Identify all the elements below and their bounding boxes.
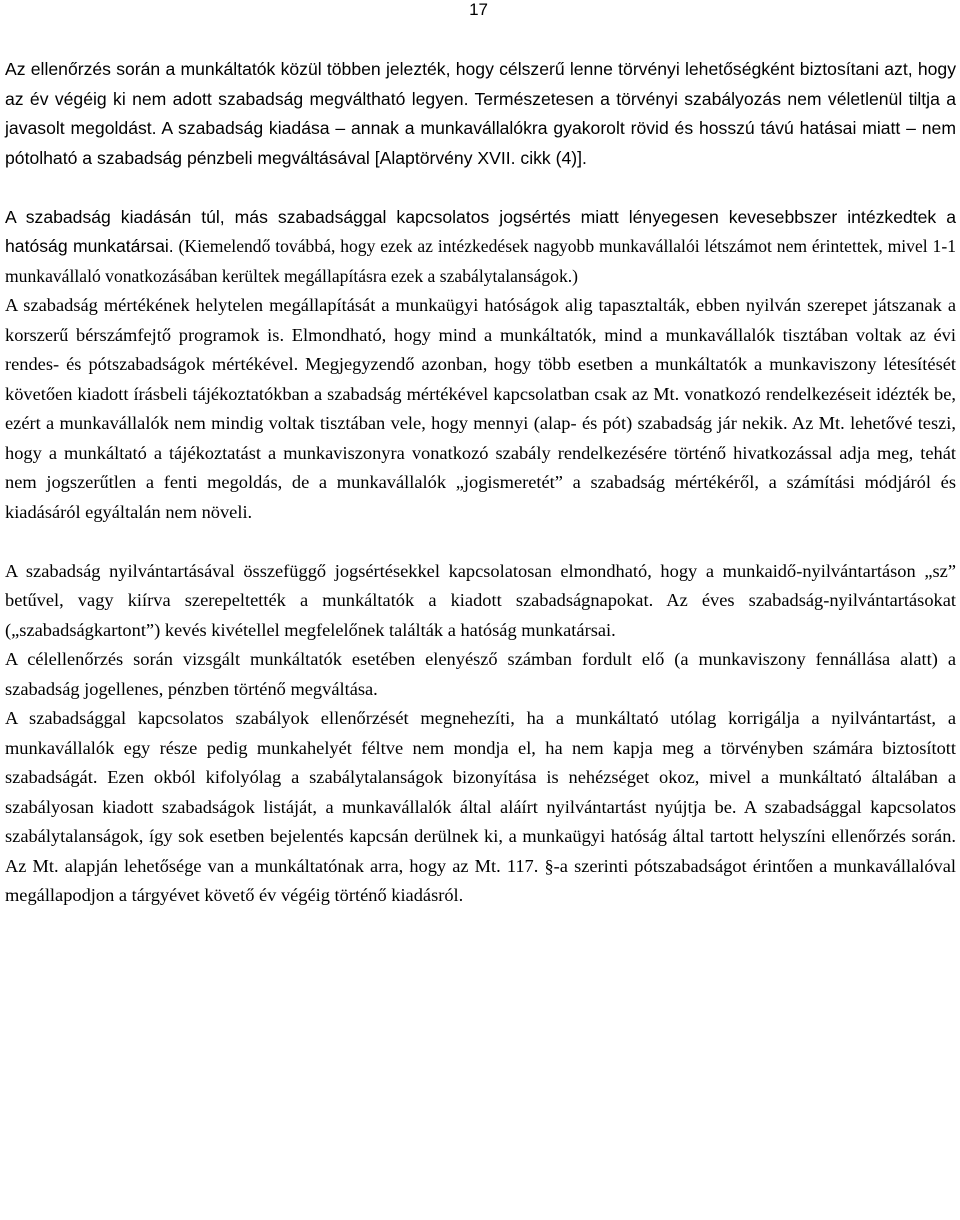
paragraph-inspection-difficulty: A szabadsággal kapcsolatos szabályok ellenőrzését megnehezíti, ha a munkáltató utólag korrigálja a nyilvántartást, a munkavállalók egy része pedig munkahelyét féltve nem mondja el, ha nem kapja meg a törvényben számára biztosított szabadságát. Ezen okból kifolyólag a szabálytalanságok bizonyítása is nehézséget okoz, mivel a munkáltató általában a szabályosan kiadott szabadságok listáját, a munkavállalók által aláírt nyilvántartást nyújtja be. A szabadsággal kapcsolatos szabálytalanságok, így sok esetben bejelentés kapcsán derülnek ki, a munkaügyi hatóság által tartott helyszíni ellenőrzés során. Az Mt. alapján lehetősége van a munkáltatónak arra, hogy az Mt. 117. §-a szerinti pótszabadságot érintően a munkavállalóval megállapodjon a tárgyévet követő év végéig történő kiadásról. [5,708,956,905]
paragraph-other-violations-note: (Kiemelendő továbbá, hogy ezek az intézkedések nagyobb munkavállalói létszámot nem érintettek, mivel 1-1 munkavállaló vonatkozásában kerültek megállapításra ezek a szabálytalanságok.) [5,236,956,286]
paragraph-other-violations [5,203,956,292]
paragraph-leave-redemption: Az ellenőrzés során a munkáltatók közül többen jelezték, hogy célszerű lenne törvényi lehetőségként biztosítani azt, hogy az év végéig ki nem adott szabadság megváltható legyen. Természetesen a törvényi szabályozás nem véletlenül tiltja a javasolt megoldást. A szabadság kiadása – annak a munkavállalókra gyakorolt rövid és hosszú távú hatásai miatt – nem pótolható a szabadság pénzbeli megváltásával [Alaptörvény XVII. cikk (4)]. [5,59,956,168]
paragraph-leave-records: A szabadság nyilvántartásával összefüggő jogsértésekkel kapcsolatosan elmondható, hogy a munkaidő-nyilvántartáson „sz” betűvel, vagy kiírva szerepeltették a munkáltatók a kiadott szabadságnapokat. Az éves szabadság-nyilvántartásokat („szabadságkartont”) kevés kivétellel megfelelőnek találták a hatóság munkatársai. [5,560,956,640]
paragraph-leave-amount: A szabadság mértékének helytelen megállapítását a munkaügyi hatóságok alig tapasztalták, ebben nyilván szerepet játszanak a korszerű bérszámfejtő programok is. Elmondható, hogy mind a munkáltatók, mind a munkavállalók tisztában voltak az évi rendes- és pótszabadságok mértékével. Megjegyzendő azonban, hogy több esetben a munkáltatók a munkaviszony létesítését követően kiadott írásbeli tájékoztatókban a szabadság mértékével kapcsolatban csak az Mt. vonatkozó rendelkezéseit idézték be, ezért a munkavállalók nem mindig voltak tisztában vele, hogy mennyi (alap- és pót) szabadság jár nekik. Az Mt. lehetővé teszi, hogy a munkáltató a tájékoztatást a munkaviszonyra vonatkozó szabály rendelkezésére történő hivatkozással adja meg, tehát nem jogszerűtlen a fenti megoldás, de a munkavállalók „jogismeretét” a szabadság mértékéről, a számítási módjáról és kiadásáról egyáltalán nem növeli. [5,295,956,522]
paragraph-illegal-redemption: A célellenőrzés során vizsgált munkáltatók esetében elenyésző számban fordult elő (a munkaviszony fennállása alatt) a szabadság jogellenes, pénzben történő megváltása. [5,649,956,699]
document-body [5,55,956,911]
paragraph-other-violations-main: A szabadság kiadásán túl, más szabadsággal kapcsolatos jogsértés miatt lényegesen kevesebbszer intézkedtek a hatóság munkatársai. [5,206,956,256]
page-number: 17 [469,0,488,19]
